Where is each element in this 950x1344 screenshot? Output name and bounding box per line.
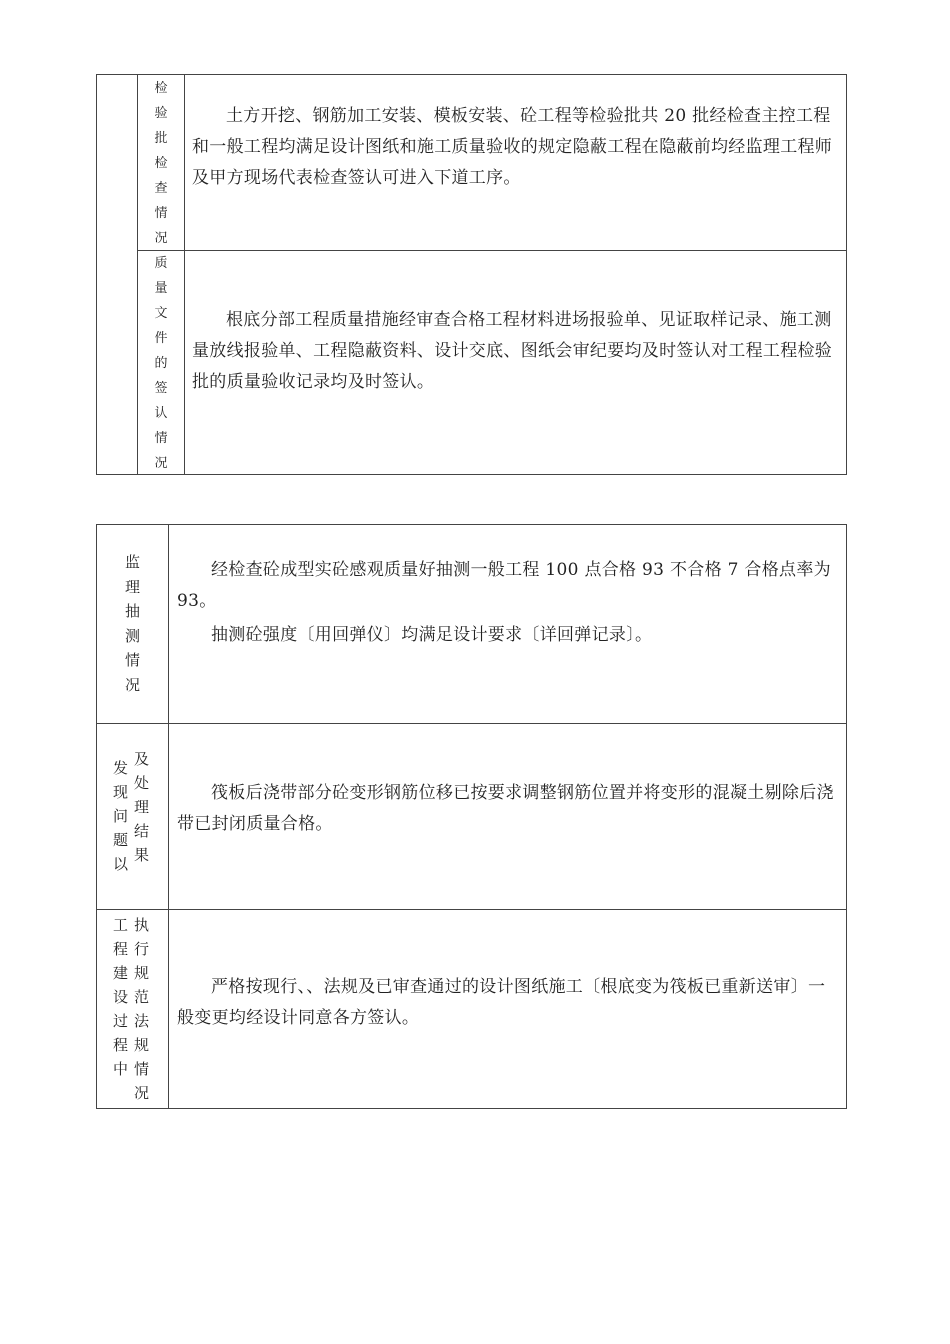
label-char: 况 [124,675,140,694]
label-char: 情 [124,651,140,669]
label-char: 设 [113,988,129,1006]
label-char: 结 [134,822,150,840]
label-char: 批 [154,131,168,146]
standards-compliance-text: 严格按现行、、法规及已审查通过的设计图纸施工〔根底变为筏板已重新送审〕一般变更均经设计同意各方签认。 [177,977,826,1028]
label-char: 件 [154,331,168,346]
quality-documents-label [138,251,184,474]
quality-documents-cell [192,305,842,398]
label-char: 处 [134,774,150,792]
supervision-sampling-cell [177,555,841,651]
row-divider [97,909,846,910]
label-char: 及 [134,750,150,768]
label-char: 规 [134,964,150,982]
label-char: 文 [154,306,168,321]
compliance-label-right [134,913,149,1105]
label-char: 情 [134,1060,150,1078]
label-char: 执 [134,916,150,934]
row-divider [97,723,846,724]
issues-found-cell [177,778,841,840]
label-char: 检 [154,81,168,96]
label-char: 理 [134,798,150,816]
label-char: 查 [154,181,168,196]
quality-documents-text: 根底分部工程质量措施经审查合格工程材料进场报验单、见证取样记录、施工测量放线报验单、工程隐蔽资料、设计交底、图纸会审纪要均及时签认对工程工程检验批的质量验收记录均及时签认。 [192,310,833,392]
label-char: 抽 [124,602,140,620]
supervision-sampling-text: 经检查砼成型实砼感观质量好抽测一般工程 100 点合格 93 不合格 7 合格点率为 93。 [177,560,831,611]
inspection-table-1 [96,74,847,475]
label-char: 签 [154,381,168,396]
label-char: 情 [154,431,168,446]
label-char: 程 [113,1036,129,1054]
label-char: 范 [134,988,150,1006]
label-char: 工 [113,916,129,934]
inspection-batch-cell [192,101,842,194]
inspection-batch-text: 土方开挖、钢筋加工安装、模板安装、砼工程等检验批共 20 批经检查主控工程和一般工程均满足设计图纸和施工质量验收的规定隐蔽工程在隐蔽前均经监理工程师及甲方现场代表检查签认可进入下道工序。 [192,106,833,188]
label-char: 以 [113,855,129,873]
label-char: 检 [154,156,168,171]
issues-label-right [134,747,149,876]
label-char: 验 [154,106,168,121]
label-char: 监 [124,553,140,571]
row-divider [137,250,846,251]
issues-found-label [113,750,150,876]
issues-found-text: 筏板后浇带部分砼变形钢筋位移已按要求调整钢筋位置并将变形的混凝土剔除后浇带已封闭质量合格。 [177,783,834,834]
label-char: 建 [113,964,129,982]
label-char: 理 [124,577,140,596]
label-char: 测 [124,626,140,645]
label-char: 果 [134,846,150,864]
strength-test-text: 抽测砼强度〔用回弹仪〕均满足设计要求〔详回弹记录〕。 [211,625,653,645]
label-char: 质 [154,256,168,271]
label-char: 况 [154,231,168,246]
label-char: 行 [134,940,150,958]
column-divider [168,525,169,1108]
standards-compliance-cell [177,972,841,1034]
compliance-label-left [113,913,128,1105]
column-divider [184,75,185,474]
label-char: 法 [134,1012,150,1030]
issues-label-left [113,754,128,876]
supervision-sampling-label [97,550,168,697]
standards-compliance-label [113,913,149,1105]
label-char: 现 [113,783,129,801]
inspection-batch-label [138,76,184,250]
label-char: 况 [134,1084,150,1102]
label-char: 量 [154,281,168,296]
label-char: 认 [154,406,168,421]
label-char: 况 [154,456,168,471]
label-char: 题 [113,831,129,849]
label-char: 情 [154,206,168,221]
label-char: 中 [113,1060,129,1078]
label-char: 的 [154,356,168,371]
label-char: 程 [113,940,129,958]
inspection-table-2 [96,524,847,1109]
label-char: 过 [113,1012,129,1030]
label-char: 规 [134,1036,150,1054]
label-char: 问 [113,807,129,825]
label-char: 发 [113,759,129,777]
